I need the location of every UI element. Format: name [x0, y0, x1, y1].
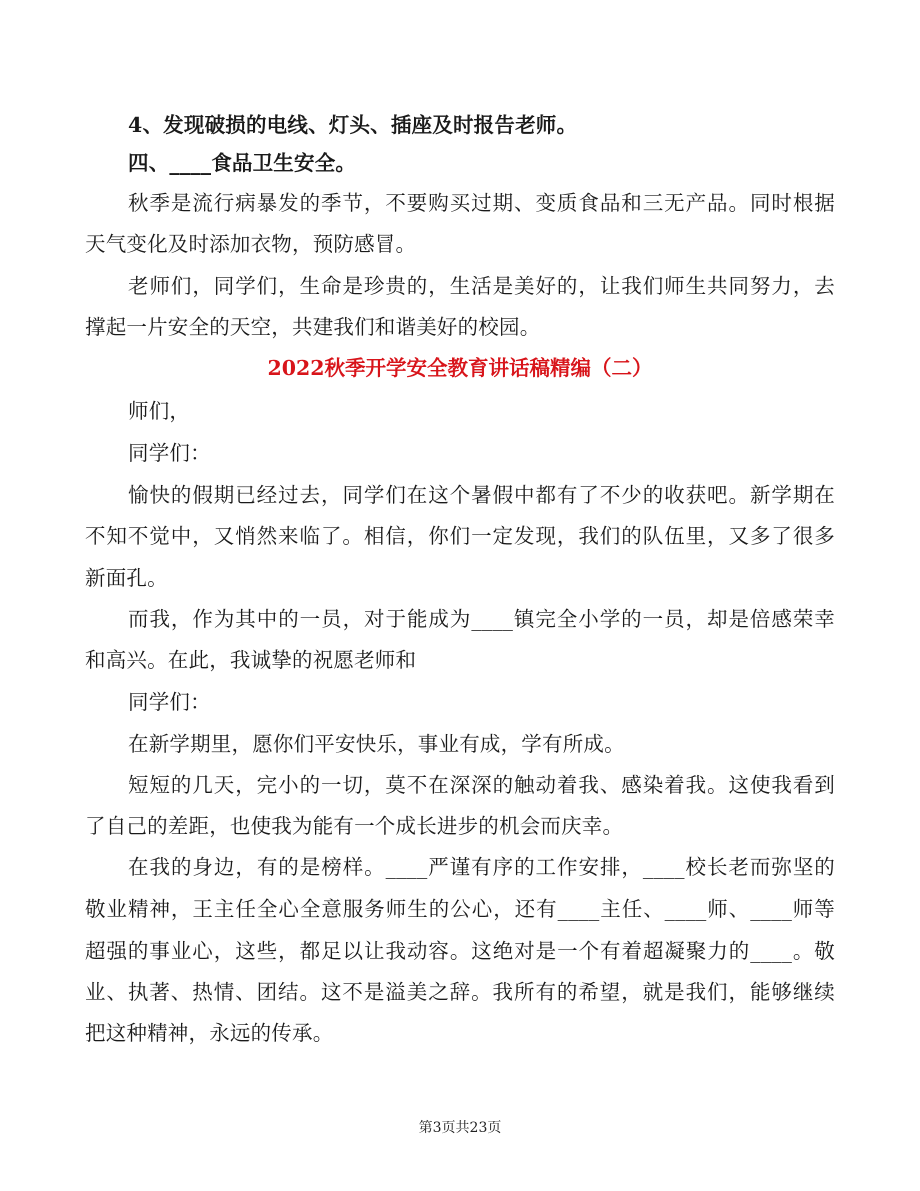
paragraph-line: 敬业精神，王主任全心全意服务师生的公心，还有____主任、____师、____师等: [85, 897, 835, 921]
salutation-line: 同学们：: [128, 441, 211, 465]
section-heading-food-safety: 四、____食品卫生安全。: [128, 151, 357, 175]
salutation-line: 师们，: [128, 399, 191, 423]
paragraph-line: 愉快的假期已经过去，同学们在这个暑假中都有了不少的收获吧。新学期在: [128, 483, 835, 507]
page-number: 第3页共23页: [418, 1120, 502, 1136]
paragraph-item-4: 4、发现破损的电线、灯头、插座及时报告老师。: [128, 113, 578, 137]
paragraph-line: 和高兴。在此，我诚挚的祝愿老师和: [85, 648, 417, 672]
paragraph-line: 新面孔。: [85, 566, 168, 590]
paragraph-line: 短短的几天，完小的一切，莫不在深深的触动着我、感染着我。这使我看到: [128, 773, 835, 797]
paragraph-line: 天气变化及时添加衣物，预防感冒。: [85, 232, 417, 256]
paragraph-line: 秋季是流行病暴发的季节，不要购买过期、变质食品和三无产品。同时根据: [128, 191, 835, 215]
paragraph-line: 而我，作为其中的一员，对于能成为____镇完全小学的一员，却是倍感荣幸: [128, 607, 835, 631]
paragraph-line: 不知不觉中，又悄然来临了。相信，你们一定发现，我们的队伍里，又多了很多: [85, 524, 835, 548]
paragraph-line: 把这种精神，永远的传承。: [85, 1021, 334, 1045]
paragraph-line: 在新学期里，愿你们平安快乐，事业有成，学有所成。: [128, 732, 625, 756]
paragraph-line: 撑起一片安全的天空，共建我们和谐美好的校园。: [85, 315, 541, 339]
salutation-line: 同学们：: [128, 690, 211, 714]
paragraph-line: 了自己的差距，也使我为能有一个成长进步的机会而庆幸。: [85, 814, 624, 838]
paragraph-line: 老师们，同学们，生命是珍贵的，生活是美好的，让我们师生共同努力，去: [128, 274, 835, 298]
paragraph-line: 业、执著、热情、团结。这不是溢美之辞。我所有的希望，就是我们，能够继续: [85, 980, 835, 1004]
section-title: 2022秋季开学安全教育讲话稿精编（二）: [267, 356, 653, 380]
paragraph-line: 超强的事业心，这些，都足以让我动容。这绝对是一个有着超凝聚力的____。敬: [85, 939, 835, 963]
paragraph-line: 在我的身边，有的是榜样。____严谨有序的工作安排，____校长老而弥坚的: [128, 855, 835, 879]
